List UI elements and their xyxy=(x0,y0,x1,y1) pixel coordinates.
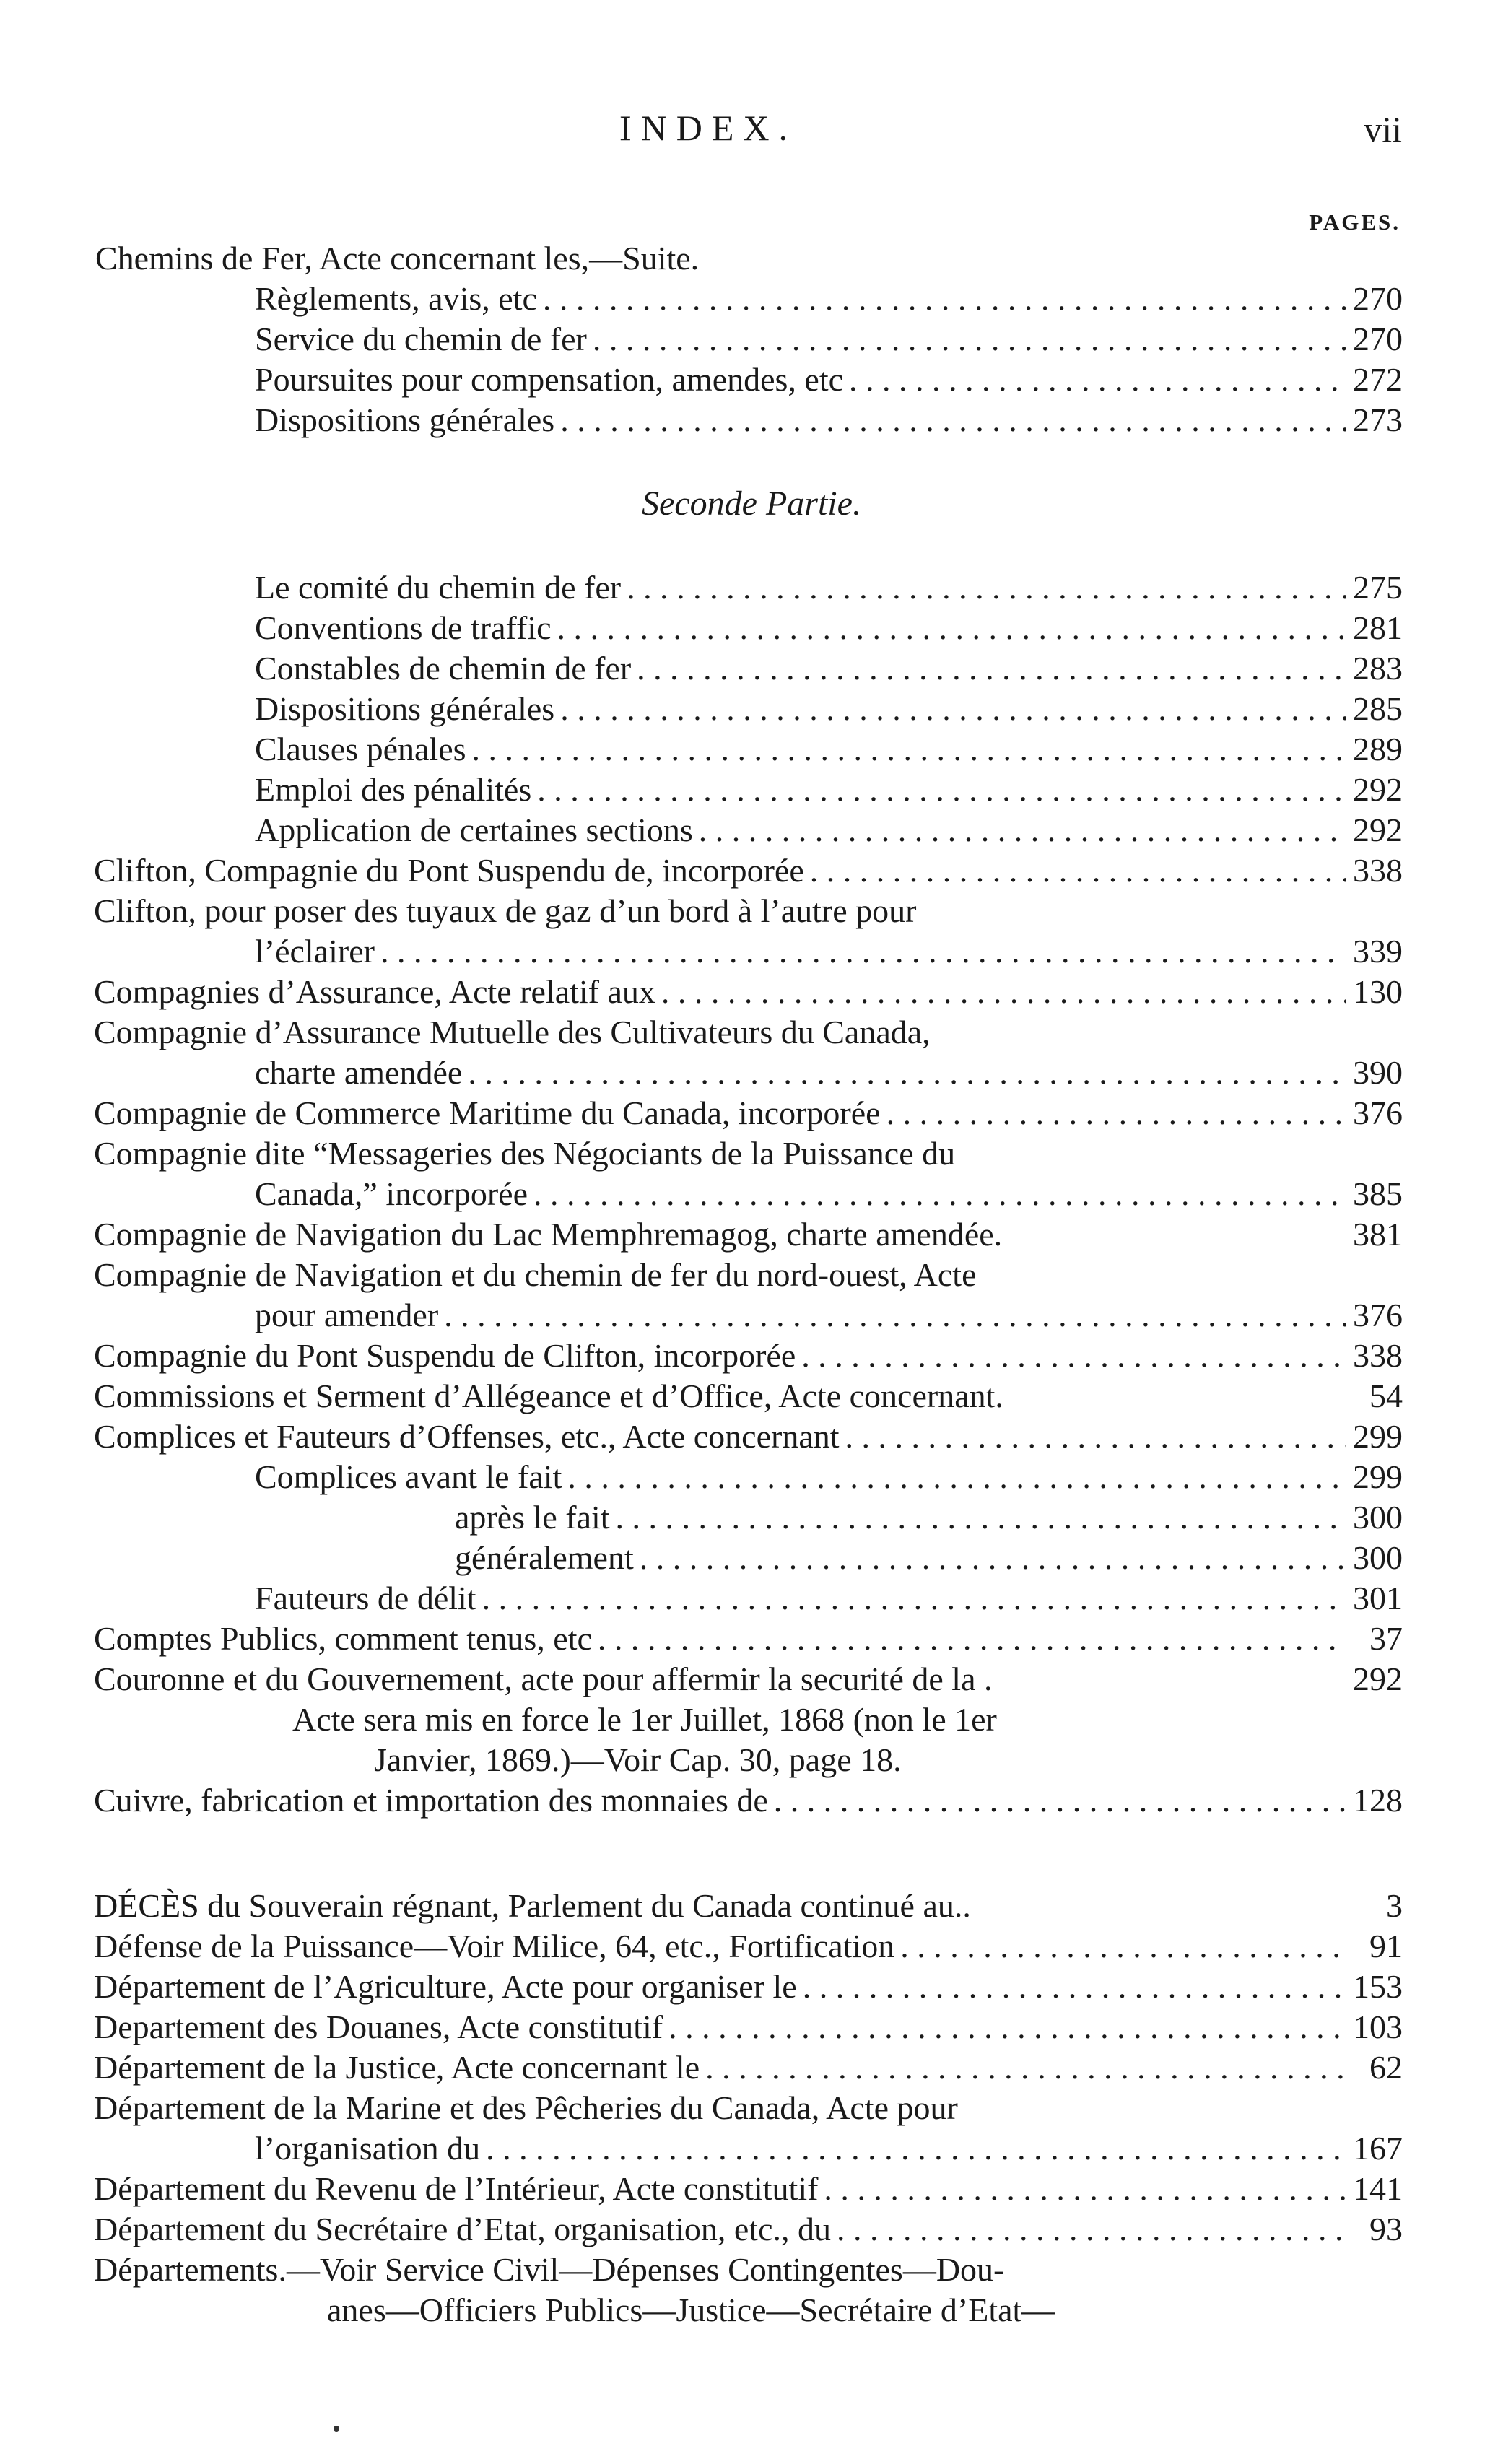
dot-leader xyxy=(598,1619,1346,1659)
entry-page: 62 xyxy=(1369,2049,1403,2086)
dot-leader xyxy=(810,850,1346,891)
dot-leader xyxy=(468,1053,1346,1093)
section-heading: Seconde Partie. xyxy=(642,484,861,523)
index-entry xyxy=(255,689,1403,729)
entry-text: Compagnie de Navigation et du chemin de fer du nord-ouest, Acte xyxy=(94,1256,977,1293)
index-entry xyxy=(94,1780,1403,1821)
entry-page: 292 xyxy=(1353,811,1403,848)
dot-leader xyxy=(560,400,1346,440)
index-entry xyxy=(255,648,1403,689)
dot-leader xyxy=(803,1967,1346,2007)
index-entry xyxy=(455,1538,1403,1578)
entry-page: 285 xyxy=(1353,690,1403,727)
entry-text: Départements.—Voir Service Civil—Dépenses Contingentes—Dou- xyxy=(94,2251,1005,2288)
dot-leader xyxy=(380,931,1346,972)
entry-page: 376 xyxy=(1353,1094,1403,1131)
entry-text: Poursuites pour compensation, amendes, etc xyxy=(255,361,844,398)
index-entry xyxy=(255,360,1403,400)
index-entry xyxy=(94,1336,1403,1376)
dot-leader xyxy=(533,1174,1346,1214)
dot-leader xyxy=(774,1780,1346,1821)
stray-ink-mark xyxy=(334,2426,339,2432)
page-number: vii xyxy=(1364,109,1402,149)
entry-text: Application de certaines sections xyxy=(255,811,693,848)
index-entry xyxy=(255,1174,1403,1214)
entry-text: Clauses pénales xyxy=(255,731,466,767)
index-note xyxy=(292,1699,1303,1740)
entry-page: 376 xyxy=(1353,1297,1403,1333)
index-entry xyxy=(255,729,1403,770)
index-entry xyxy=(255,319,1403,360)
entry-page: 385 xyxy=(1353,1175,1403,1212)
entry-text: Acte sera mis en force le 1er Juillet, 1868 (non le 1er xyxy=(292,1701,997,1738)
entry-text: DÉCÈS du Souverain régnant, Parlement du Canada continué au.. xyxy=(94,1887,971,1924)
dot-leader xyxy=(627,567,1346,608)
entry-page: 300 xyxy=(1353,1539,1403,1576)
dot-leader xyxy=(849,360,1346,400)
index-entry xyxy=(255,931,1403,972)
index-entry xyxy=(94,891,1303,931)
entry-page: 272 xyxy=(1353,361,1403,398)
index-entry xyxy=(94,2209,1403,2250)
index-entry xyxy=(255,2128,1403,2169)
entry-page: 273 xyxy=(1353,401,1403,438)
entry-page: 128 xyxy=(1353,1782,1403,1819)
entry-text: Constables de chemin de fer xyxy=(255,650,632,687)
index-entry xyxy=(255,279,1403,319)
entry-text: Compagnie d’Assurance Mutuelle des Cultivateurs du Canada, xyxy=(94,1014,931,1050)
index-entry xyxy=(94,1214,1403,1255)
entry-page: 167 xyxy=(1353,2130,1403,2167)
entry-page: 130 xyxy=(1353,973,1403,1010)
index-entry xyxy=(94,1967,1403,2007)
entry-text: Departement des Douanes, Acte constitutif xyxy=(94,2008,663,2045)
dot-leader xyxy=(557,608,1347,648)
entry-text: Emploi des pénalités xyxy=(255,771,532,808)
entry-text: Cuivre, fabrication et importation des monnaies de xyxy=(94,1782,768,1819)
dot-leader xyxy=(640,1538,1346,1578)
index-entry xyxy=(94,972,1403,1012)
entry-page: 103 xyxy=(1353,2008,1403,2045)
index-entry xyxy=(255,1578,1403,1619)
dot-leader xyxy=(668,2007,1346,2047)
entry-text: Complices et Fauteurs d’Offenses, etc., Acte concernant xyxy=(94,1418,840,1455)
entry-text: pour amender xyxy=(255,1297,439,1333)
entry-text: Commissions et Serment d’Allégeance et d’Office, Acte concernant. xyxy=(94,1377,1003,1414)
index-entry xyxy=(94,2169,1403,2209)
index-entry xyxy=(255,567,1403,608)
entry-page: 390 xyxy=(1353,1054,1403,1091)
running-header-title: INDEX. xyxy=(619,108,798,148)
dot-leader xyxy=(486,2128,1346,2169)
entry-text: Compagnies d’Assurance, Acte relatif aux xyxy=(94,973,655,1010)
entry-page: 141 xyxy=(1353,2170,1403,2207)
entry-page: 292 xyxy=(1353,771,1403,808)
index-entry xyxy=(94,1255,1303,1295)
index-entry xyxy=(94,850,1403,891)
index-entry xyxy=(94,2047,1403,2088)
index-entry xyxy=(255,1457,1403,1497)
dot-leader xyxy=(593,319,1346,360)
index-entry xyxy=(94,1093,1403,1133)
entry-page: 281 xyxy=(1353,609,1403,646)
entry-text: Clifton, pour poser des tuyaux de gaz d’un bord à l’autre pour xyxy=(94,892,917,929)
entry-page: 3 xyxy=(1386,1887,1403,1924)
entry-text: Fauteurs de délit xyxy=(255,1580,476,1616)
dot-leader xyxy=(567,1457,1346,1497)
entry-page: 300 xyxy=(1353,1499,1403,1536)
dot-leader xyxy=(537,770,1346,810)
dot-leader xyxy=(699,810,1346,850)
dot-leader xyxy=(900,1926,1346,1967)
index-entry xyxy=(255,608,1403,648)
entry-page: 270 xyxy=(1353,280,1403,317)
index-entry xyxy=(94,2088,1303,2128)
entry-text: Compagnie du Pont Suspendu de Clifton, incorporée xyxy=(94,1337,796,1374)
entry-text: Le comité du chemin de fer xyxy=(255,569,622,606)
entry-text: Département du Secrétaire d’Etat, organisation, etc., du xyxy=(94,2211,831,2247)
entry-text: après le fait xyxy=(455,1499,610,1536)
index-entry xyxy=(94,1416,1403,1457)
entry-text: Département de l’Agriculture, Acte pour organiser le xyxy=(94,1968,797,2005)
entry-page: 37 xyxy=(1369,1620,1403,1657)
entry-text: Dispositions générales xyxy=(255,690,555,727)
entry-text: Complices avant le fait xyxy=(255,1458,562,1495)
entry-page: 289 xyxy=(1353,731,1403,767)
entry-text: Couronne et du Gouvernement, acte pour affermir la securité de la . xyxy=(94,1660,993,1697)
entry-page: 299 xyxy=(1353,1458,1403,1495)
entry-page: 54 xyxy=(1369,1377,1403,1414)
entry-page: 283 xyxy=(1353,650,1403,687)
dot-leader xyxy=(472,729,1346,770)
dot-leader xyxy=(837,2209,1346,2250)
entry-text: Conventions de traffic xyxy=(255,609,552,646)
index-entry xyxy=(255,400,1403,440)
entry-text: Compagnie dite “Messageries des Négociants de la Puissance du xyxy=(94,1135,956,1172)
index-entry xyxy=(255,770,1403,810)
index-entry xyxy=(255,1053,1403,1093)
dot-leader xyxy=(705,2047,1346,2088)
index-entry xyxy=(94,1886,1403,1926)
dot-leader xyxy=(886,1093,1346,1133)
index-entry xyxy=(94,1926,1403,1967)
entry-text: Compagnie de Navigation du Lac Memphremagog, charte amendée. xyxy=(94,1216,1003,1253)
entry-text: Département de la Marine et des Pêcheries du Canada, Acte pour xyxy=(94,2089,958,2126)
entry-text: l’organisation du xyxy=(255,2130,481,2167)
index-entry xyxy=(327,2290,1055,2330)
entry-text: Chemins de Fer, Acte concernant les,—Suite. xyxy=(95,240,700,277)
entry-page: 301 xyxy=(1353,1580,1403,1616)
dot-leader xyxy=(482,1578,1346,1619)
index-entry xyxy=(94,1012,1303,1053)
index-entry xyxy=(255,810,1403,850)
entry-page: 339 xyxy=(1353,933,1403,970)
index-entry xyxy=(94,1619,1403,1659)
dot-leader xyxy=(444,1295,1346,1336)
entry-page: 338 xyxy=(1353,852,1403,889)
dot-leader xyxy=(637,648,1346,689)
entry-page: 381 xyxy=(1353,1216,1403,1253)
index-note xyxy=(374,1740,902,1780)
entry-text: Comptes Publics, comment tenus, etc xyxy=(94,1620,592,1657)
entry-text: Dispositions générales xyxy=(255,401,555,438)
dot-leader xyxy=(616,1497,1346,1538)
entry-page: 299 xyxy=(1353,1418,1403,1455)
dot-leader xyxy=(661,972,1346,1012)
index-entry xyxy=(455,1497,1403,1538)
dot-leader xyxy=(801,1336,1346,1376)
pages-column-label: PAGES. xyxy=(1309,209,1400,235)
entry-page: 292 xyxy=(1353,1660,1403,1697)
entry-text: Compagnie de Commerce Maritime du Canada, incorporée xyxy=(94,1094,881,1131)
dot-leader xyxy=(845,1416,1346,1457)
index-entry xyxy=(94,2250,1303,2290)
entry-text: généralement xyxy=(455,1539,634,1576)
dot-leader xyxy=(824,2169,1346,2209)
entry-text: Règlements, avis, etc xyxy=(255,280,537,317)
index-entry xyxy=(94,1376,1403,1416)
entry-text: l’éclairer xyxy=(255,933,375,970)
index-entry xyxy=(94,1659,1403,1699)
entry-text: charte amendée xyxy=(255,1054,463,1091)
dot-leader xyxy=(543,279,1346,319)
index-entry xyxy=(95,238,699,279)
entry-text: Clifton, Compagnie du Pont Suspendu de, incorporée xyxy=(94,852,804,889)
entry-text: Département de la Justice, Acte concernant le xyxy=(94,2049,700,2086)
entry-page: 91 xyxy=(1369,1928,1403,1964)
dot-leader xyxy=(560,689,1346,729)
index-entry xyxy=(255,1295,1403,1336)
entry-text: Département du Revenu de l’Intérieur, Acte constitutif xyxy=(94,2170,819,2207)
entry-text: Service du chemin de fer xyxy=(255,321,587,357)
entry-text: Janvier, 1869.)—Voir Cap. 30, page 18. xyxy=(374,1741,902,1778)
entry-page: 93 xyxy=(1369,2211,1403,2247)
index-entry xyxy=(94,1133,1303,1174)
entry-page: 270 xyxy=(1353,321,1403,357)
entry-text: anes—Officiers Publics—Justice—Secrétaire d’Etat— xyxy=(327,2291,1055,2328)
index-entry xyxy=(94,2007,1403,2047)
entry-page: 275 xyxy=(1353,569,1403,606)
entry-page: 153 xyxy=(1353,1968,1403,2005)
entry-page: 338 xyxy=(1353,1337,1403,1374)
entry-text: Défense de la Puissance—Voir Milice, 64, etc., Fortification xyxy=(94,1928,895,1964)
entry-text: Canada,” incorporée xyxy=(255,1175,528,1212)
